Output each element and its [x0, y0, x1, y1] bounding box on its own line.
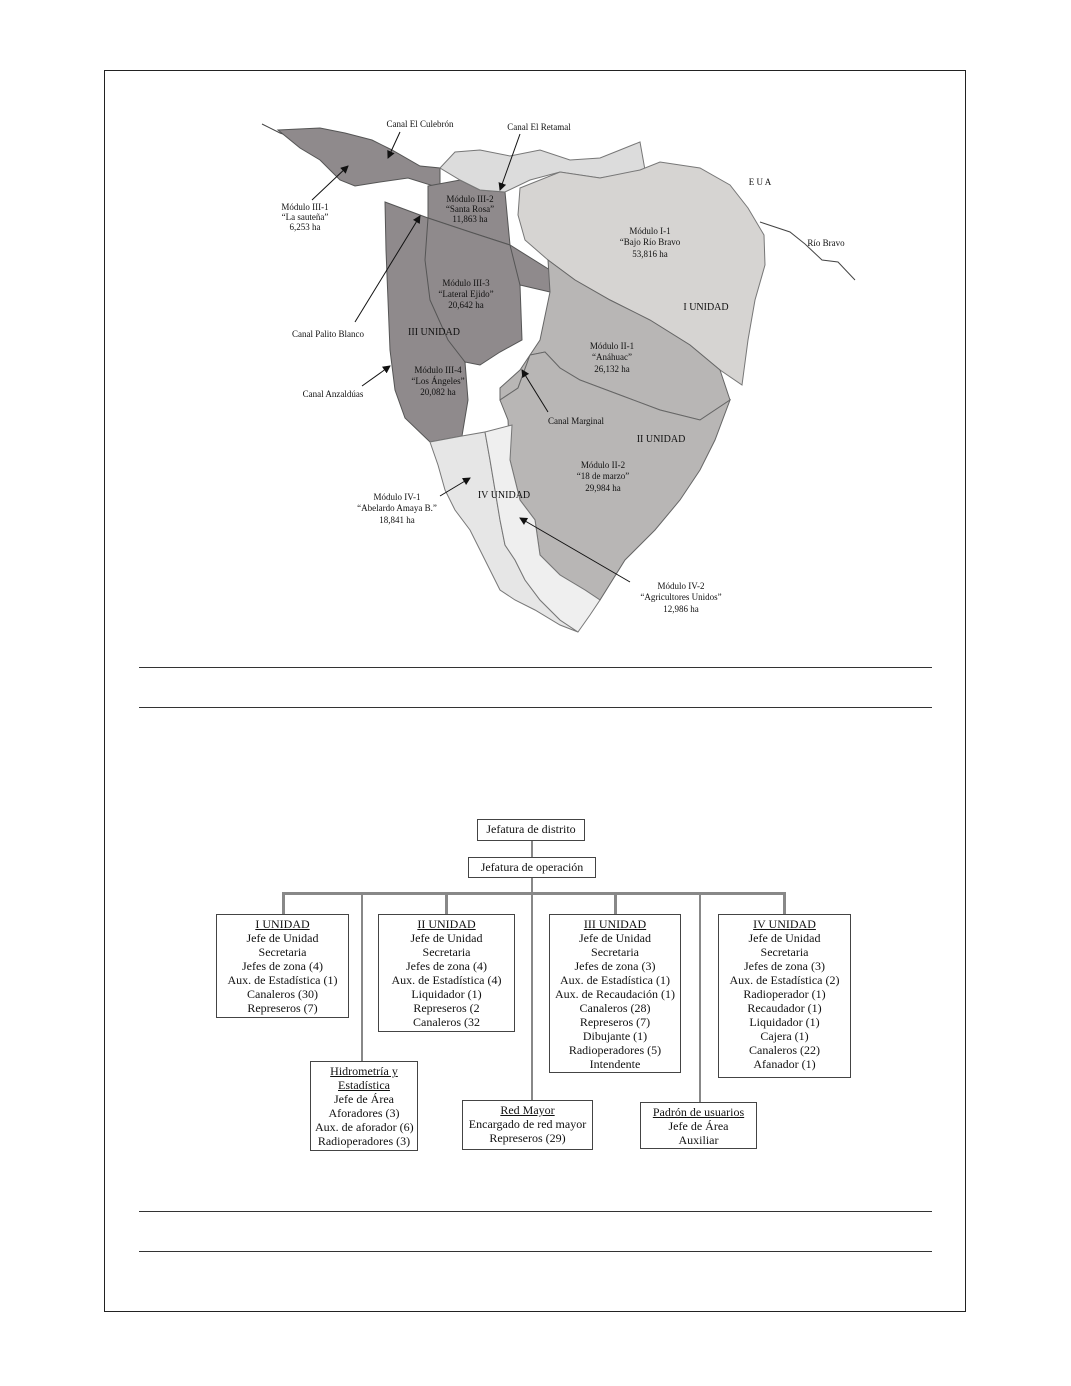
org-u3-item: Canaleros (28)	[579, 1001, 651, 1015]
org-box-hidrometria	[310, 1061, 418, 1151]
org-u4-item: Jefes de zona (3)	[744, 959, 825, 973]
org-box-unidad-1	[216, 914, 349, 1018]
org-box-unidad-3	[549, 914, 681, 1073]
org-u1-item: Jefes de zona (4)	[242, 959, 323, 973]
org-connector	[699, 892, 701, 1102]
label-unit-2: II UNIDAD	[636, 434, 686, 445]
org-u1-item: Jefe de Unidad	[246, 931, 319, 945]
org-hidro-title-2: Estadística	[338, 1078, 390, 1092]
label-m11-name: Módulo I-1	[629, 226, 671, 236]
label-m31-alias: “La sauteña”	[281, 212, 329, 222]
org-u4-item: Secretaria	[760, 945, 809, 959]
org-u3-item: Aux. de Recaudación (1)	[555, 987, 675, 1001]
label-unit-4: IV UNIDAD	[477, 490, 531, 501]
label-m33-alias: “Lateral Ejido”	[438, 289, 494, 299]
label-m34-alias: “Los Ángeles”	[411, 376, 465, 386]
org-connector	[783, 892, 786, 914]
label-m11-area: 53,816 ha	[632, 249, 668, 259]
label-m32-area: 11,863 ha	[452, 214, 488, 224]
org-hidro-title-1: Hidrometría y	[330, 1064, 398, 1078]
label-m34-name: Módulo III-4	[414, 365, 462, 375]
label-river: Río Bravo	[807, 238, 845, 248]
label-m41-alias: “Abelardo Amaya B.”	[357, 503, 437, 513]
org-box-jefatura-operacion	[468, 857, 596, 878]
org-padron-item: Jefe de Área	[668, 1119, 729, 1133]
label-unit-3: III UNIDAD	[408, 327, 460, 338]
org-u4-item: Cajera (1)	[760, 1029, 809, 1043]
org-red-title: Red Mayor	[500, 1103, 555, 1117]
divider	[139, 1251, 932, 1252]
org-connector	[445, 892, 448, 914]
label-m22-area: 29,984 ha	[585, 483, 621, 493]
label-unit-1: I UNIDAD	[683, 302, 729, 313]
org-u3-item: Jefes de zona (3)	[574, 959, 656, 973]
org-u2-item: Represeros (2	[413, 1001, 480, 1015]
label-m41-name: Módulo IV-1	[373, 492, 421, 502]
org-connector	[531, 840, 533, 858]
org-box-red-mayor	[462, 1100, 593, 1150]
org-second-label: Jefatura de operación	[480, 860, 584, 874]
org-top-label: Jefatura de distrito	[486, 822, 576, 836]
org-u2-item: Secretaria	[422, 945, 471, 959]
label-canal-palito-blanco: Canal Palito Blanco	[292, 329, 364, 339]
org-u1-item: Aux. de Estadística (1)	[227, 973, 338, 987]
org-u2-item: Liquidador (1)	[411, 987, 482, 1001]
label-m42-name: Módulo IV-2	[657, 581, 705, 591]
org-u4-item: Aux. de Estadística (2)	[729, 973, 840, 987]
org-u4-item: Canaleros (22)	[749, 1043, 820, 1057]
org-u3-item: Intendente	[589, 1057, 641, 1071]
label-m32-name: Módulo III-2	[446, 194, 494, 204]
label-m32-alias: “Santa Rosa”	[445, 204, 495, 214]
org-u1-item: Canaleros (30)	[247, 987, 318, 1001]
label-canal-marginal: Canal Marginal	[547, 416, 605, 426]
irrigation-district-map	[0, 0, 1071, 660]
org-u2-item: Canaleros (32	[413, 1015, 480, 1029]
divider	[139, 1211, 932, 1212]
org-box-unidad-4	[718, 914, 851, 1078]
org-u2-item: Aux. de Estadística (4)	[391, 973, 502, 987]
divider	[139, 707, 932, 708]
org-connector	[531, 892, 533, 1100]
org-u3-item: Represeros (7)	[579, 1015, 651, 1029]
divider	[139, 667, 932, 668]
org-u3-item: Radioperadores (5)	[568, 1043, 662, 1057]
org-u3-item: Dibujante (1)	[582, 1029, 648, 1043]
label-m31-area: 6,253 ha	[289, 222, 321, 232]
label-canal-culebron: Canal El Culebrón	[386, 119, 454, 129]
org-u4-item: Afanador (1)	[753, 1057, 816, 1071]
label-m21-name: Módulo II-1	[589, 341, 635, 351]
org-red-item: Encargado de red mayor	[468, 1117, 587, 1131]
org-box-unidad-2	[378, 914, 515, 1032]
label-canal-anzalduas: Canal Anzaldúas	[302, 389, 364, 399]
org-u4-item: Recaudador (1)	[747, 1001, 822, 1015]
org-u1-item: Represeros (7)	[247, 1001, 318, 1015]
label-m11-alias: “Bajo Río Bravo	[619, 237, 681, 247]
region-m31	[278, 128, 440, 188]
org-u4-title: IV UNIDAD	[753, 917, 816, 931]
label-m33-name: Módulo III-3	[442, 278, 490, 288]
org-hidro-item: Jefe de Área	[334, 1092, 394, 1106]
river-line-east	[760, 222, 855, 280]
org-connector	[361, 892, 363, 1062]
org-hidro-item: Aforadores (3)	[328, 1106, 400, 1120]
org-u3-item: Aux. de Estadística (1)	[560, 973, 670, 987]
org-box-jefatura-distrito	[477, 819, 585, 841]
org-padron-item: Auxiliar	[678, 1133, 719, 1147]
label-m22-alias: “18 de marzo”	[576, 471, 630, 481]
label-m33-area: 20,642 ha	[448, 300, 484, 310]
label-m21-area: 26,132 ha	[594, 364, 630, 374]
org-connector	[531, 876, 533, 893]
label-m34-area: 20,082 ha	[420, 387, 456, 397]
org-connector	[282, 892, 285, 914]
label-m31-name: Módulo III-1	[281, 202, 329, 212]
org-u1-title: I UNIDAD	[255, 917, 310, 931]
org-box-padron	[640, 1102, 757, 1149]
label-canal-retamal: Canal El Retamal	[507, 122, 571, 132]
org-u3-item: Secretaria	[591, 945, 639, 959]
label-m21-alias: “Anáhuac”	[592, 352, 632, 362]
org-u4-item: Liquidador (1)	[749, 1015, 820, 1029]
org-red-item: Represeros (29)	[489, 1131, 566, 1145]
org-u2-item: Jefes de zona (4)	[406, 959, 487, 973]
org-u2-title: II UNIDAD	[417, 917, 476, 931]
org-u3-item: Jefe de Unidad	[579, 931, 651, 945]
org-hidro-item: Radioperadores (3)	[317, 1134, 411, 1148]
label-m42-alias: “Agricultores Unidos”	[640, 592, 722, 602]
org-u3-title: III UNIDAD	[583, 917, 647, 931]
label-m41-area: 18,841 ha	[379, 515, 415, 525]
label-m42-area: 12,986 ha	[663, 604, 699, 614]
org-u4-item: Jefe de Unidad	[748, 931, 821, 945]
label-country: E U A	[748, 177, 772, 187]
org-u4-item: Radioperador (1)	[743, 987, 826, 1001]
org-u1-item: Secretaria	[258, 945, 307, 959]
org-connector	[614, 892, 617, 914]
org-u2-item: Jefe de Unidad	[410, 931, 483, 945]
org-hidro-item: Aux. de aforador (6)	[315, 1120, 414, 1134]
org-connector-horizontal	[282, 892, 786, 895]
org-padron-title: Padrón de usuarios	[652, 1105, 745, 1119]
label-m22-name: Módulo II-2	[580, 460, 626, 470]
